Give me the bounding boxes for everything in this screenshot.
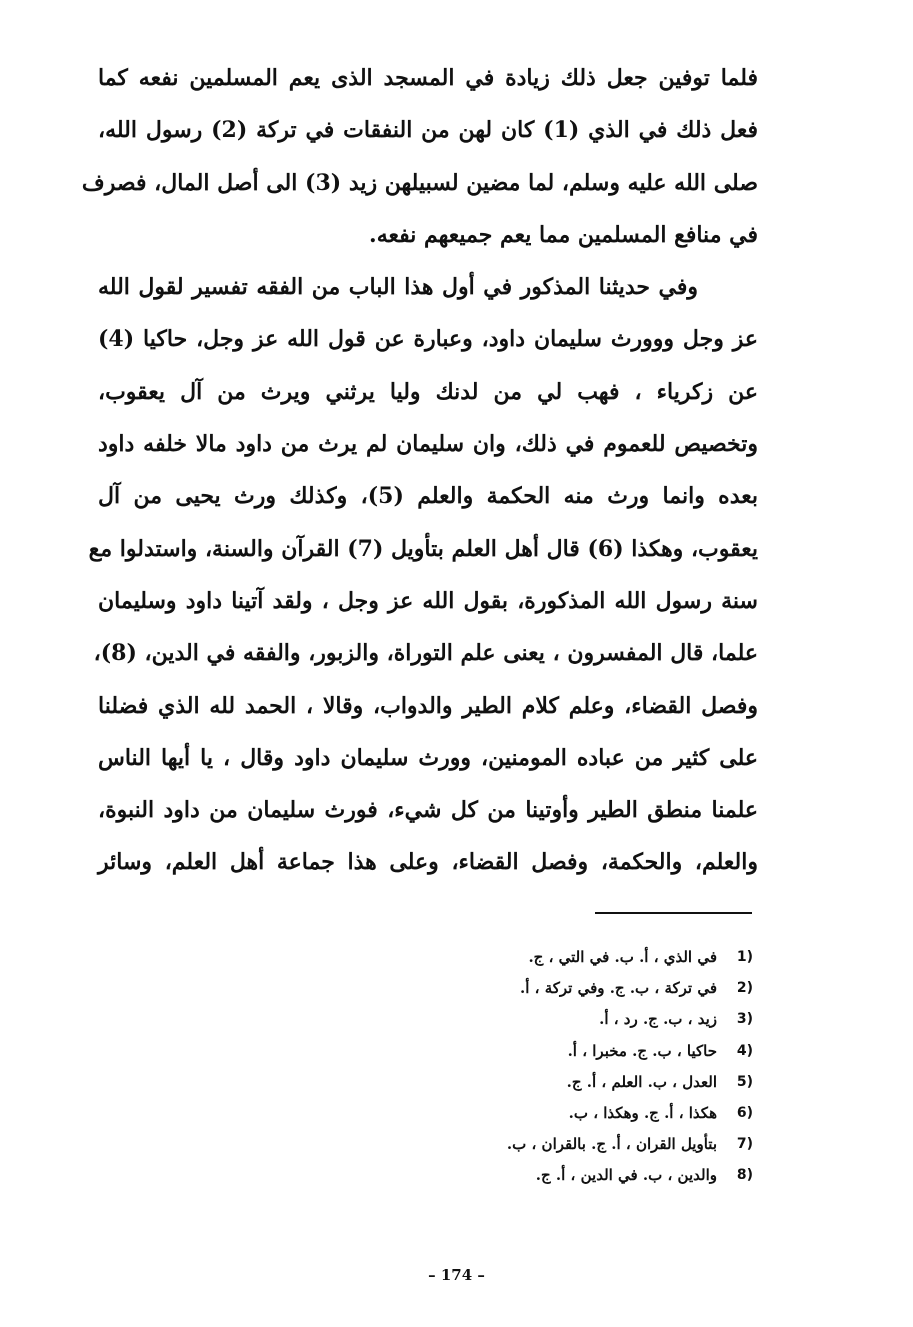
footnote-item (353, 1004, 753, 1035)
page-number: – 174 – (428, 1266, 485, 1284)
footnote-text: زيد ، ب. ج. رد ، أ. (599, 1010, 717, 1029)
text-line-paragraph-start: وفي حديثنا المذكور في أول هذا الباب من الفقه تفسير لقول الله (98, 274, 698, 301)
footnote-text: في الذي ، أ. ب. في التي ، ج. (528, 948, 717, 966)
footnote-item (353, 1160, 753, 1191)
text-line: علمنا منطق الطير وأوتينا من كل شيء، فورث سليمان من داود النبوة، (98, 797, 758, 824)
text-line: فلما توفين جعل ذلك زيادة في المسجد الذى يعم المسلمين نفعه كما (98, 65, 758, 91)
footnote-number: (1 (736, 949, 753, 965)
footnote-text: والدين ، ب. في الدين ، أ. ج. (535, 1166, 717, 1185)
footnote-number: (5 (736, 1073, 753, 1090)
text-line: عز وجل ووورث سليمان داود، وعبارة عن قول الله عز وجل، حاكيا (4) (98, 326, 758, 353)
footnote-text: العدل ، ب. العلم ، أ. ج. (566, 1072, 717, 1091)
footnote-text: بتأويل القران ، أ. ج. بالقران ، ب. (506, 1135, 717, 1154)
text-line: صلى الله عليه وسلم، لما مضين لسبيلهن زيد (3) الى أصل المال، فصرف (81, 169, 758, 196)
text-line: وفصل القضاء، وعلم كلام الطير والدواب، وقالا ، الحمد لله الذي فضلنا (98, 692, 758, 719)
footnote-number: (7 (736, 1136, 753, 1153)
footnotes-list (353, 942, 753, 1192)
text-line: علما، قال المفسرون ، يعنى علم التوراة، والزبور، والفقه في الدين، (8)، (93, 640, 758, 667)
footnote-item (353, 942, 753, 973)
footnote-item (353, 1036, 753, 1067)
footnote-item (353, 1067, 753, 1098)
footnote-number: (4 (736, 1042, 753, 1059)
footnote-item (353, 973, 753, 1004)
footnote-number: (8 (736, 1167, 753, 1184)
text-line: وتخصيص للعموم في ذلك، وان سليمان لم يرث من داود مالا خلفه داود (98, 431, 758, 458)
main-text-block (81, 52, 758, 889)
footnote-text: في تركة ، ب. ج. وفي تركة ، أ. (520, 979, 717, 998)
text-line: فعل ذلك في الذي (1) كان لهن من النفقات في تركة (2) رسول الله، (98, 117, 758, 144)
footnote-item (353, 1098, 753, 1129)
text-line: سنة رسول الله المذكورة، بقول الله عز وجل ، ولقد آتينا داود وسليمان (98, 587, 758, 614)
footnote-item (353, 1129, 753, 1160)
footnote-number: (3 (736, 1011, 753, 1028)
footnote-text: حاكيا ، ب. ج. مخبرا ، أ. (567, 1041, 717, 1060)
text-line: بعده وانما ورث منه الحكمة والعلم (5)، وكذلك ورث يحيى من آل (98, 483, 758, 510)
text-line: على كثير من عباده المومنين، وورث سليمان داود وقال ، يا أيها الناس (98, 744, 758, 771)
text-line: يعقوب، وهكذا (6) قال أهل العلم بتأويل (7) القرآن والسنة، واستدلوا مع (88, 535, 758, 562)
text-line: عن زكرياء ، فهب لي من لدنك وليا يرثني ويرث من آل يعقوب، (98, 378, 758, 405)
footnote-number: (6 (736, 1104, 753, 1121)
text-line: والعلم، والحكمة، وفصل القضاء، وعلى هذا جماعة أهل العلم، وسائر (98, 849, 758, 876)
footnote-divider (595, 912, 752, 914)
text-line-paragraph-end: في منافع المسلمين مما يعم جميعهم نفعه. (369, 221, 758, 248)
footnote-number: (2 (736, 980, 753, 997)
footnote-text: هكذا ، أ. ج. وهكذا ، ب. (568, 1103, 717, 1122)
